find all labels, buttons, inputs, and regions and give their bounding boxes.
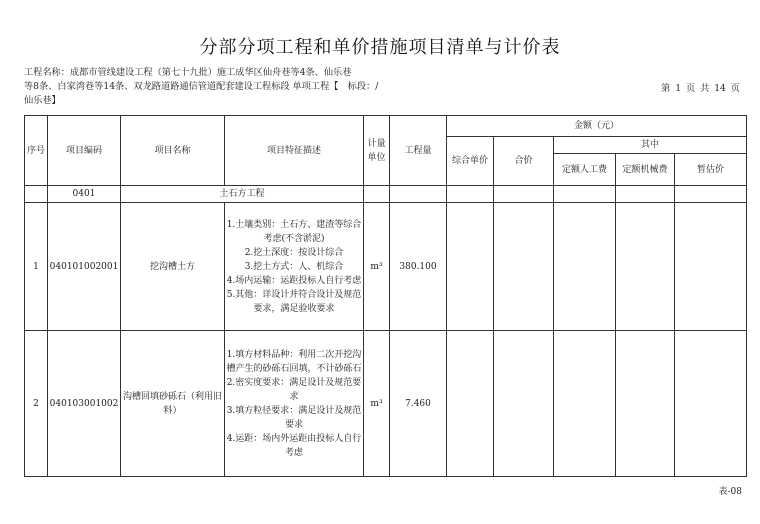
header-row <box>25 116 747 137</box>
header-labor: 定额人工费 <box>554 154 616 186</box>
header-seq: 序号 <box>25 116 48 186</box>
header-of-which: 其中 <box>554 137 747 154</box>
table-row <box>25 203 747 331</box>
project-line: 仙乐巷】 <box>24 95 61 106</box>
header-unit-price: 综合单价 <box>447 137 494 186</box>
desc-line: 3.填方粒径要求：满足设计及规范要求 <box>226 405 362 430</box>
desc-line: 5.其他：详设计并符合设计及规范要求，满足验收要求 <box>226 289 362 314</box>
header-machine: 定额机械费 <box>616 154 675 186</box>
row-seq: 2 <box>25 331 48 477</box>
header-name: 项目名称 <box>121 116 225 186</box>
header-desc: 项目特征描述 <box>225 116 364 186</box>
header-qty: 工程量 <box>390 116 447 186</box>
section-seq <box>25 186 48 203</box>
desc-line: 2.密实度要求：满足设计及规范要求 <box>226 377 362 402</box>
pricing-table <box>24 115 747 477</box>
project-name <box>24 66 404 108</box>
section-code: 0401 <box>48 186 121 203</box>
header-total: 合价 <box>494 137 554 186</box>
row-desc <box>225 203 364 331</box>
header-provisional: 暂估价 <box>675 154 747 186</box>
page-title: 分部分项工程和单价措施项目清单与计价表 <box>199 37 561 58</box>
desc-line: 4.运距：场内外运距由投标人自行考虑 <box>226 433 362 458</box>
row-code: 040103001002 <box>48 331 121 477</box>
desc-line: 1.土壤类别：土石方、建渣等综合考虑(不含淤泥) <box>226 219 362 244</box>
header-unit: 计量单位 <box>364 116 390 186</box>
header-code: 项目编码 <box>48 116 121 186</box>
row-desc <box>225 331 364 477</box>
row-seq: 1 <box>25 203 48 331</box>
page-number: 第 1 页 共 14 页 <box>661 83 740 94</box>
row-qty: 380.100 <box>390 203 447 331</box>
row-unit: m³ <box>364 203 390 331</box>
form-number: 表-08 <box>718 487 742 497</box>
header-amount: 金额（元） <box>447 116 747 137</box>
project-line: 工程名称：成都市管线建设工程（第七十九批）施工成华区仙舟巷等4条、仙乐巷 <box>24 67 352 78</box>
row-code: 040101002001 <box>48 203 121 331</box>
desc-line: 3.挖土方式：人、机综合 <box>244 261 344 272</box>
row-qty: 7.460 <box>390 331 447 477</box>
row-name: 沟槽回填砂砾石（利用旧料） <box>121 331 225 477</box>
desc-line: 1.填方材料品种：利用二次开挖沟槽产生的砂砾石回填，不计砂砾石 <box>226 349 362 374</box>
section-name: 土石方工程 <box>121 186 364 203</box>
project-line: 等8条、白家湾巷等14条、双龙路道路通信管道配套建设工程标段 单项工程【 标段：/ <box>24 81 379 92</box>
desc-line: 4.场内运输：运距投标人自行考虑 <box>226 275 362 286</box>
section-row <box>25 186 747 203</box>
row-unit: m³ <box>364 331 390 477</box>
desc-line: 2.挖土深度：按设计综合 <box>244 247 344 258</box>
table-row <box>25 331 747 477</box>
row-name: 挖沟槽土方 <box>121 203 225 331</box>
